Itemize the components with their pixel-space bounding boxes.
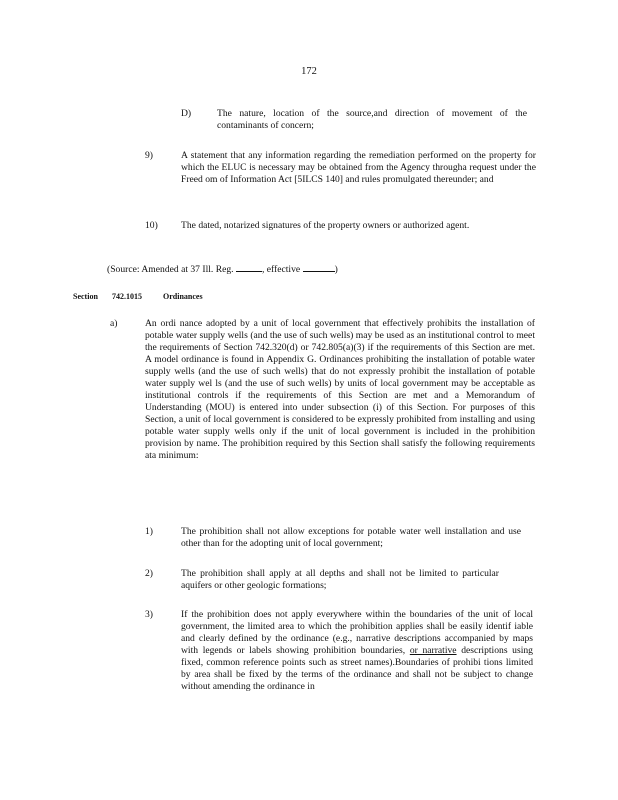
page-number: 172	[301, 66, 317, 77]
inserted-text: or narrative	[409, 645, 457, 656]
section-label: Section	[73, 292, 98, 301]
requirement-text-start: If the prohibition does not apply everywhere within the boundaries of the unit of local government, the limited area to which the prohibition applies shall be easily identif iable and clearly defined by the ordinance (e.g., narrative descriptions accompanied by maps with legends or labels showing prohibition boundaries,	[181, 609, 533, 656]
item-label: 10)	[145, 220, 158, 231]
source-note	[107, 262, 338, 276]
item-label: D)	[181, 108, 192, 119]
reg-blank	[236, 262, 262, 272]
requirement-label: 2)	[145, 568, 153, 579]
paragraph-label: a)	[110, 318, 118, 329]
source-suffix: )	[334, 264, 338, 275]
source-middle: , effective	[261, 264, 301, 275]
item-text: The nature, location of the source,and direction of movement of the contaminants of concern;	[217, 108, 527, 131]
section-number: 742.1015	[112, 292, 142, 301]
requirement-text: The prohibition shall apply at all depths and shall not be limited to particular aquifers or other geologic formations;	[181, 568, 499, 591]
item-text: A statement that any information regarding the remediation performed on the property for which the ELUC is necessary may be obtained from the Agency througha request under the Freed om of Information Act [5ILCS 140] and rules promulgated thereunder; and	[181, 150, 536, 185]
item-label: 9)	[145, 150, 153, 161]
requirement-text-end: descriptions using fixed, common reference points such as street names).Boundaries of prohibi tions limited by area shall be fixed by the terms of the ordinance and shall not be subject to change without amending the ordinance in	[181, 645, 533, 692]
requirement-text: The prohibition shall not allow exceptions for potable water well installation and use other than for the adopting unit of local government;	[181, 526, 521, 549]
paragraph-text: An ordi nance adopted by a unit of local government that effectively prohibits the installation of potable water supply wells (and the use of such wells) may be used as an institutional control to meet the requirements of Section 742.320(d) or 742.805(a)(3) if the requirements of this Section are met. A model ordinance is found in Appendix G. Ordinances prohibiting the installation of potable water supply wells (and the use of such wells) that do not expressly prohibit the installation of potable water supply wel ls (and the use of such wells) by units of local government may be acceptable as institutional controls if the requirements of this Section are met and a Memorandum of Understanding (MOU) is entered into under subsection (i) of this Section. For purposes of this Section, a unit of local government is considered to be expressly prohibited from installing and using potable water supply wells only if the unit of local government is included in the prohibition provision by name. The prohibition required by this Section shall satisfy the following requirements ata minimum:	[145, 318, 535, 461]
section-title: Ordinances	[163, 292, 203, 301]
source-prefix: (Source: Amended at 37 Ill. Reg.	[107, 264, 234, 275]
requirement-label: 1)	[145, 526, 153, 537]
effective-date-blank	[303, 262, 335, 272]
requirement-text	[181, 609, 533, 693]
requirement-label: 3)	[145, 609, 153, 620]
item-text: The dated, notarized signatures of the property owners or authorized agent.	[181, 220, 470, 231]
